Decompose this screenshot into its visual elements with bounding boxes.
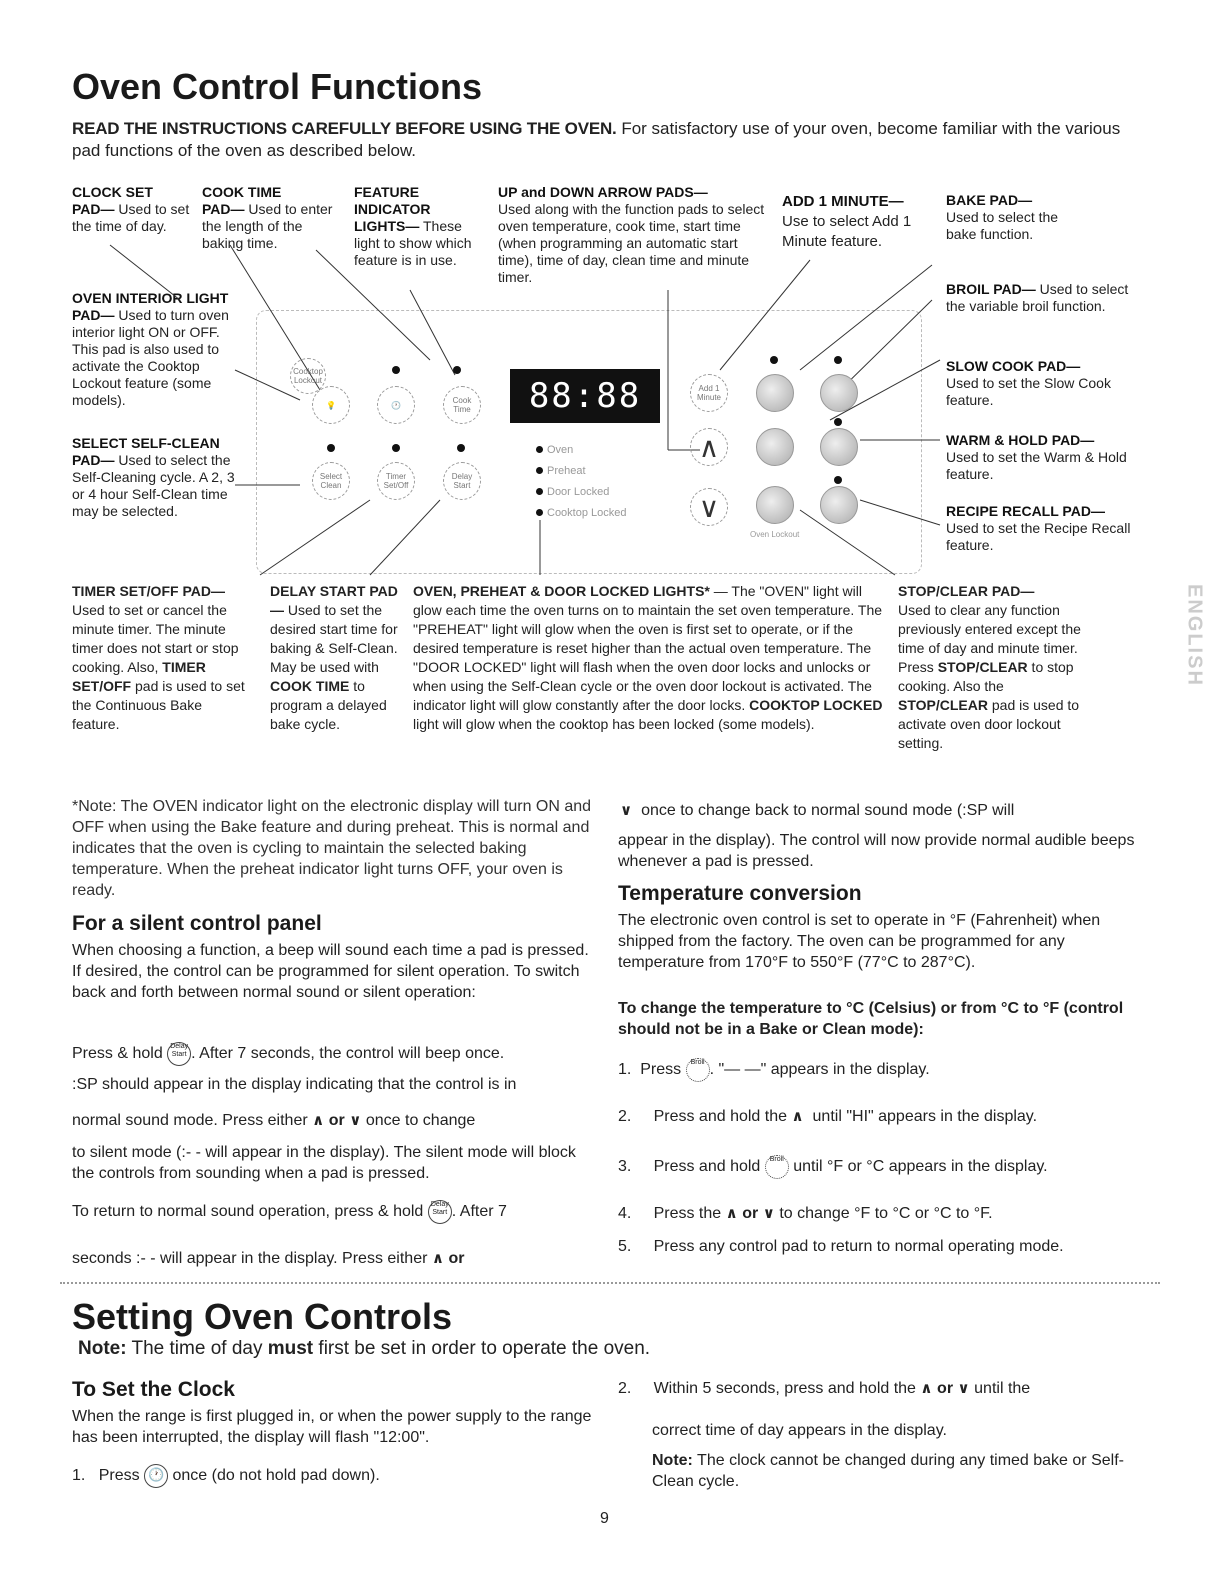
stop-clear-pad[interactable] [820, 486, 858, 524]
silent-change-text: normal sound mode. Press either ∧ or ∨ once to change [72, 1112, 476, 1129]
timer-pad[interactable]: Timer Set/Off [377, 462, 415, 500]
page-number: 9 [600, 1510, 609, 1527]
warm-hold-pad[interactable] [820, 428, 858, 466]
bulb-icon: 💡 [326, 400, 336, 410]
delay-start-icon: Delay Start [428, 1200, 452, 1224]
oven-light-note: *Note: The OVEN indicator light on the electronic display will turn ON and OFF when using the Bake feature and during preheat. This is normal and indicates that the oven is cycling to maintain the selected baking temperature. When the preheat indicator light turns OFF, your oven is ready. [72, 798, 592, 899]
clock-heading: To Set the Clock [72, 1378, 235, 1401]
down-arrow-icon: ∨ [349, 1112, 362, 1129]
temperature-subheading: To change the temperature to °C (Celsius) or from °C to °F (control should not be in a Bake or Clean mode): [618, 1000, 1124, 1038]
clock-icon: 🕐 [391, 400, 401, 410]
indicator-dot [327, 444, 335, 452]
clock-step-2-cont: correct time of day appears in the display. [652, 1422, 947, 1439]
clock-icon: 🕐 [144, 1464, 168, 1488]
chevron-up-icon: ∧ [698, 431, 720, 463]
clock-pad[interactable] [377, 386, 415, 424]
bake-pad[interactable] [756, 374, 794, 412]
interior-light-label: OVEN INTERIOR LIGHT PAD— Used to turn oven interior light ON or OFF. This pad is also used to activate the Cooktop Lockout feature (some models). [72, 290, 229, 408]
down-arrow-icon: ∨ [620, 802, 633, 819]
stop-clear-description: STOP/CLEAR PAD— Used to clear any function previously entered except the time of day and minute timer. Press STOP/CLEAR to stop cooking. Also the STOP/CLEAR pad is used to activate oven door lockout setting. [898, 583, 1081, 751]
indicator-dot [834, 418, 842, 426]
clock-note: Note: The clock cannot be changed during any timed bake or Self-Clean cycle. [652, 1452, 1124, 1490]
cook-time-label: COOK TIME PAD— Used to enter the length of the baking time. [202, 184, 333, 251]
up-arrow-icon: ∧ [791, 1108, 804, 1125]
setting-note: Note: The time of day must first be set in order to operate the oven. [78, 1338, 651, 1359]
down-arrow-icon: ∨ [762, 1205, 775, 1222]
clock-set-label: CLOCK SET PAD— Used to set the time of day. [72, 184, 190, 234]
temperature-heading: Temperature conversion [618, 882, 862, 905]
bake-pad-label: BAKE PAD— Used to select the bake function. [946, 192, 1059, 242]
temp-step-3: 3. Press and hold Broil until °F or °C appears in the display. [618, 1155, 1148, 1179]
temp-step-4: 4. Press the ∧ or ∨ to change °F to °C or °C to °F. [618, 1205, 993, 1222]
seconds-text: seconds :- - will appear in the display. Press either ∧ or [72, 1250, 465, 1267]
indicator-lights-description: OVEN, PREHEAT & DOOR LOCKED LIGHTS* — The "OVEN" light will glow each time the oven turns on to maintain the set oven temperature. The "PREHEAT" light will glow when the oven is first set to operate, or if the desired temperature is reset higher than the actual oven temperature. The "DOOR LOCKED" light will flash when the oven door locks and unlocks or when using the Self-Clean cycle or the oven door lockout is activated. The indicator light will glow constantly after the door locks. COOKTOP LOCKED light will glow when the cooktop has been locked (some models). [413, 583, 883, 732]
oven-lockout-label: Oven Lockout [750, 530, 800, 539]
add-minute-label: ADD 1 MINUTE— Use to select Add 1 Minute feature. [782, 193, 912, 250]
page-title: Oven Control Functions [72, 66, 482, 107]
oven-indicator: Oven [536, 444, 573, 456]
silent-continued-2: appear in the display). The control will now provide normal audible beeps whenever a pad is pressed. [618, 832, 1135, 870]
intro-bold: READ THE INSTRUCTIONS CAREFULLY BEFORE USING THE OVEN. [72, 119, 617, 138]
down-arrow-pad[interactable] [690, 488, 728, 526]
down-arrow-icon: ∨ [957, 1380, 970, 1397]
add-minute-pad[interactable]: Add 1 Minute [690, 374, 728, 412]
temp-step-2: 2. Press and hold the ∧ until "HI" appears in the display. [618, 1108, 1038, 1125]
indicator-dot [392, 366, 400, 374]
cooktop-locked-indicator: Cooktop Locked [536, 507, 627, 519]
up-arrow-icon: ∧ [920, 1380, 933, 1397]
oven-display: 88:88 [510, 369, 660, 423]
chevron-down-icon: ∨ [698, 491, 720, 523]
self-clean-label: SELECT SELF-CLEAN PAD— Used to select the Self-Cleaning cycle. A 2, 3 or 4 hour Self-Clean time may be selected. [72, 435, 235, 519]
broil-pad[interactable] [820, 374, 858, 412]
cooktop-lockout-pad[interactable]: Cooktop Lockout [290, 358, 326, 394]
indicator-dot [457, 444, 465, 452]
silent-paragraph: When choosing a function, a beep will sound each time a pad is pressed. If desired, the control can be programmed for silent operation. To switch back and forth between normal sound or silent operation: [72, 942, 589, 1001]
silent-step-press: Press & hold Delay Start . After 7 seconds, the control will beep once. [72, 1042, 602, 1066]
arrow-pads-label: UP and DOWN ARROW PADS— Used along with the function pads to select oven temperature, cook time, start time (when programming an automatic start time), time of day, clean time and minute timer. [498, 184, 765, 285]
light-pad[interactable] [312, 386, 350, 424]
broil-pad-label: BROIL PAD— Used to select the variable broil function. [946, 281, 1129, 314]
intro-rest: For satisfactory use of your oven, become familiar with the various pad functions of the oven as described below. [72, 119, 1121, 160]
select-clean-pad[interactable]: Select Clean [312, 462, 350, 500]
up-arrow-icon: ∧ [312, 1112, 325, 1129]
up-arrow-icon: ∧ [431, 1250, 445, 1267]
feature-indicator-label: FEATURE INDICATOR LIGHTS— These light to show which feature is in use. [354, 184, 472, 268]
up-arrow-pad[interactable] [690, 428, 728, 466]
silent-sp-text: :SP should appear in the display indicating that the control is in [72, 1076, 517, 1093]
temp-step-1: 1. Press Broil . "— —" appears in the display. [618, 1058, 1148, 1082]
section-divider [60, 1282, 1160, 1284]
timer-description: TIMER SET/OFF PAD— Used to set or cancel the minute timer. The minute timer does not start or stop cooking. Also, TIMER SET/OFF pad is used to set the Continuous Bake feature. [72, 583, 245, 732]
temp-step-5: 5. Press any control pad to return to normal operating mode. [618, 1238, 1064, 1255]
broil-icon: Broil [686, 1058, 710, 1082]
silent-heading: For a silent control panel [72, 912, 322, 935]
silent-mode-text: to silent mode (:- - will appear in the display). The silent mode will block the controls from sounding when a pad is pressed. [72, 1144, 576, 1182]
recipe-recall-label: RECIPE RECALL PAD— Used to set the Recipe Recall feature. [946, 503, 1131, 553]
indicator-dot [834, 476, 842, 484]
setting-title: Setting Oven Controls [72, 1296, 453, 1337]
door-locked-indicator: Door Locked [536, 486, 609, 498]
warm-hold-label: WARM & HOLD PAD— Used to set the Warm & Hold feature. [946, 432, 1127, 482]
delay-start-description: DELAY START PAD— Used to set the desired start time for baking & Self-Clean. May be used with COOK TIME to program a delayed bake cycle. [270, 583, 398, 732]
delay-start-pad[interactable]: Delay Start [443, 462, 481, 500]
temperature-paragraph: The electronic oven control is set to operate in °F (Fahrenheit) when shipped from the factory. The oven can be programmed for any temperature from 170°F to 550°F (77°C to 287°C). [618, 912, 1101, 971]
language-tab: ENGLISH [1183, 583, 1206, 687]
broil-icon: Broil [765, 1155, 789, 1179]
delay-start-icon: Delay Start [167, 1042, 191, 1066]
up-arrow-icon: ∧ [725, 1205, 738, 1222]
silent-continued-1: ∨ once to change back to normal sound mode (:SP will [620, 802, 1015, 819]
slow-cook-pad[interactable] [756, 428, 794, 466]
preheat-indicator: Preheat [536, 465, 586, 477]
recipe-recall-pad[interactable] [756, 486, 794, 524]
indicator-dot [770, 356, 778, 364]
clock-paragraph: When the range is first plugged in, or when the power supply to the range has been interrupted, the display will flash "12:00". [72, 1408, 592, 1446]
indicator-dot [453, 366, 461, 374]
indicator-dot [392, 444, 400, 452]
slow-cook-label: SLOW COOK PAD— Used to set the Slow Cook feature. [946, 358, 1111, 408]
cook-time-pad[interactable]: Cook Time [443, 386, 481, 424]
return-sound-text: To return to normal sound operation, press & hold Delay Start . After 7 [72, 1200, 602, 1224]
clock-step-1: 1. Press 🕐 once (do not hold pad down). [72, 1464, 602, 1488]
indicator-dot [834, 356, 842, 364]
clock-step-2: 2. Within 5 seconds, press and hold the ∧ or ∨ until the [618, 1380, 1031, 1397]
